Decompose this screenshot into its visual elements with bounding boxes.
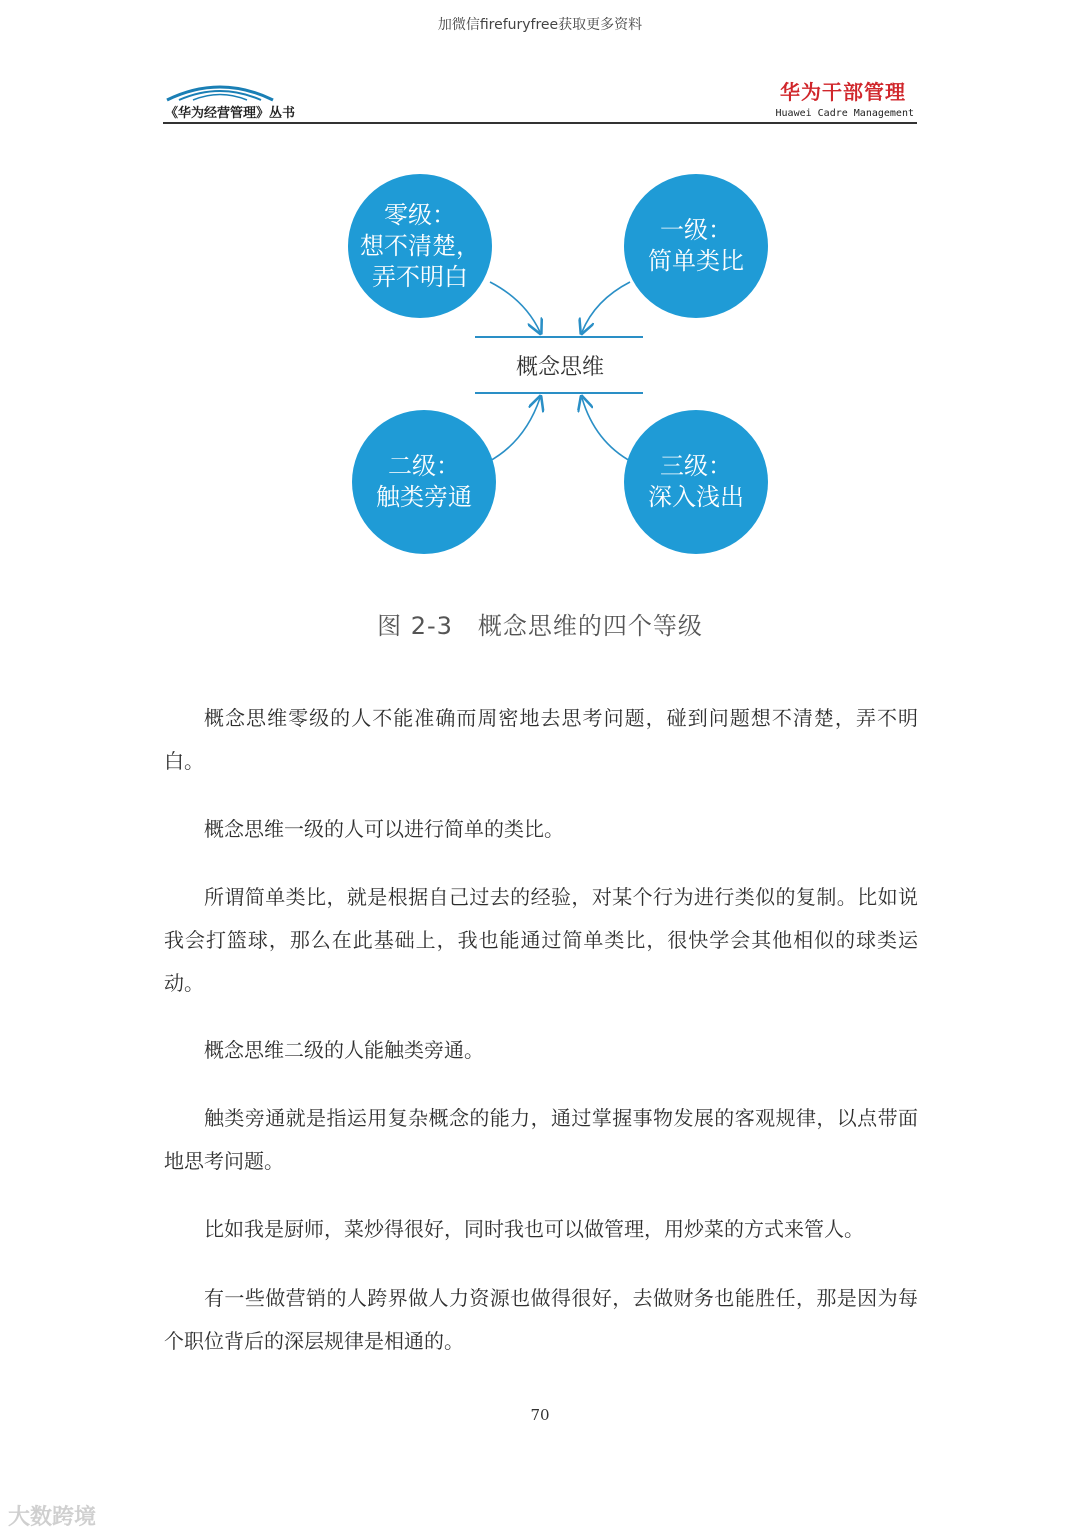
arrow-level3 [582,398,632,462]
series-title: 《华为经营管理》丛书 [165,106,296,121]
top-note: 加微信firefuryfree获取更多资料 [437,17,643,33]
paragraph-7: 有一些做营销的人跨界做人力资源也做得很好，去做财务也能胜任，那是因为每个职位背后的深层规律是相通的。 [164,1286,918,1353]
paragraph-1: 概念思维零级的人不能准确而周密地去思考问题，碰到问题想不清楚，弄不明白。 [164,706,918,773]
book-title: 华为干部管理 [780,80,906,104]
level-0-line-1: 零级： [384,200,456,229]
level-0-line-2: 想不清楚， [360,231,480,260]
arrow-level0 [490,282,540,332]
level-3-line-1: 三级： [660,452,732,480]
level-2-circle [352,410,496,554]
level-0-circle [348,174,492,318]
level-1-line-1: 一级： [660,216,732,244]
diagram-center-label: 概念思维 [515,355,604,380]
paragraph-2: 概念思维一级的人可以进行简单的类比。 [204,817,564,841]
paragraph-3: 所谓简单类比，就是根据自己过去的经验，对某个行为进行类似的复制。比如说我会打篮球，那么在此基础上，我也能通过简单类比，很快学会其他相似的球类运动。 [164,885,918,995]
level-3-line-2: 深入浅出 [648,483,744,511]
book-subtitle: Huawei Cadre Management [775,108,914,119]
level-2-line-1: 二级： [388,452,460,480]
level-1-circle [624,174,768,318]
arrow-level2 [488,398,540,462]
level-0-line-3: 弄不明白 [372,262,468,291]
watermark-text: 大数跨境 [8,1505,97,1530]
level-1-line-2: 简单类比 [648,247,744,275]
level-2-line-2: 触类旁通 [376,483,472,511]
arrow-level1 [582,282,630,332]
paragraph-6: 比如我是厨师，菜炒得很好，同时我也可以做管理，用炒菜的方式来管人。 [204,1217,864,1241]
level-3-circle [624,410,768,554]
concept-diagram [0,0,1080,600]
figure-caption: 图 2-3 概念思维的四个等级 [377,612,703,640]
paragraph-4: 概念思维二级的人能触类旁通。 [204,1038,484,1062]
page-number: 70 [530,1406,550,1424]
paragraph-5: 触类旁通就是指运用复杂概念的能力，通过掌握事物发展的客观规律，以点带面地思考问题。 [164,1106,918,1173]
